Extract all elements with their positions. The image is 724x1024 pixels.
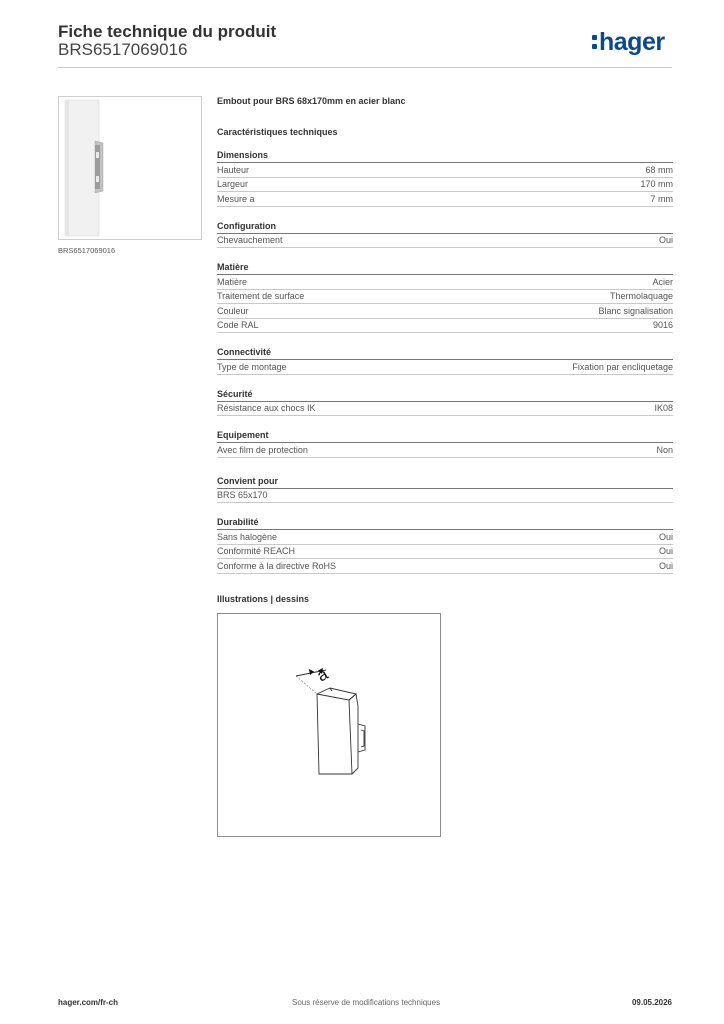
- dimension-label: a: [313, 664, 332, 686]
- brand-name: hager: [599, 28, 665, 56]
- spec-label: Mesure a: [217, 193, 255, 204]
- spec-row: [217, 304, 673, 319]
- spec-row: [217, 530, 673, 545]
- spec-value: 7 mm: [650, 193, 673, 204]
- spec-value: Oui: [658, 560, 673, 571]
- section-equipment: [217, 430, 673, 458]
- spec-row: [217, 192, 673, 207]
- section-title: Connectivité: [217, 347, 673, 360]
- product-thumbnail: [58, 96, 202, 240]
- section-dimensions: [217, 150, 673, 207]
- technical-drawing: [217, 613, 441, 837]
- spec-value: 170 mm: [640, 179, 673, 189]
- spec-row: [217, 559, 673, 574]
- product-photo-icon: [59, 97, 201, 239]
- section-durability: [217, 517, 673, 574]
- section-title: Durabilité: [217, 517, 673, 530]
- spec-value: Non: [656, 444, 673, 455]
- spec-row: [217, 443, 673, 458]
- spec-label: Avec film de protection: [217, 444, 308, 455]
- spec-value: 9016: [652, 320, 673, 330]
- section-title: Configuration: [217, 221, 673, 234]
- section-configuration: [217, 221, 673, 249]
- spec-label: Résistance aux chocs IK: [217, 403, 316, 413]
- spec-row: [217, 545, 673, 560]
- section-compatible: [217, 476, 673, 504]
- spec-row: [217, 402, 673, 417]
- spec-label: Traitement de surface: [217, 291, 305, 301]
- spec-label: Matière: [217, 276, 248, 287]
- spec-value: Oui: [658, 546, 673, 556]
- spec-row: [217, 360, 673, 375]
- section-safety: [217, 389, 673, 417]
- section-title: Dimensions: [217, 150, 673, 163]
- spec-value: Fixation par encliquetage: [572, 361, 673, 372]
- spec-label: Couleur: [217, 305, 249, 316]
- footer-date: 09.05.2026: [631, 998, 672, 1007]
- hager-logo: [592, 28, 665, 57]
- spec-value: Blanc signalisation: [598, 305, 673, 316]
- spec-label: Code RAL: [217, 320, 259, 330]
- product-reference: BRS6517069016: [58, 40, 188, 59]
- illustrations-heading: Illustrations | dessins: [217, 593, 310, 604]
- section-connectivity: [217, 347, 673, 375]
- spec-row: [217, 234, 673, 249]
- footer-disclaimer: Sous réserve de modifications techniques: [292, 998, 441, 1007]
- spec-row: [217, 290, 673, 305]
- thumbnail-caption: BRS6517069016: [58, 246, 116, 255]
- spec-value: Acier: [652, 276, 673, 287]
- page-title: Fiche technique du produit: [58, 22, 277, 41]
- spec-label: Hauteur: [217, 164, 250, 175]
- spec-row: [217, 275, 673, 290]
- product-title: Embout pour BRS 68x170mm en acier blanc: [217, 96, 406, 106]
- section-title: Equipement: [217, 430, 673, 443]
- spec-value: Oui: [658, 531, 673, 542]
- section-title: Sécurité: [217, 389, 673, 402]
- logo-colon-icon: [592, 35, 597, 50]
- spec-row: [217, 163, 673, 178]
- spec-label: Sans halogène: [217, 531, 278, 542]
- specifications: [217, 96, 673, 604]
- section-title: Convient pour: [217, 476, 673, 489]
- spec-row: [217, 489, 673, 504]
- footer-website: hager.com/fr-ch: [58, 998, 119, 1007]
- spec-label: BRS 65x170: [217, 490, 268, 500]
- end-cap-drawing-icon: [218, 614, 440, 836]
- spec-row: [217, 178, 673, 193]
- spec-label: Conforme à la directive RoHS: [217, 560, 337, 571]
- spec-label: Conformité REACH: [217, 546, 296, 556]
- spec-label: Chevauchement: [217, 235, 283, 245]
- spec-row: [217, 319, 673, 334]
- spec-value: Thermolaquage: [609, 291, 673, 301]
- spec-label: Largeur: [217, 179, 249, 189]
- spec-value: IK08: [654, 403, 673, 413]
- tech-heading: Caractéristiques techniques: [217, 127, 338, 137]
- section-title: Matière: [217, 262, 673, 275]
- spec-label: Type de montage: [217, 361, 287, 372]
- spec-value: 68 mm: [645, 164, 673, 175]
- spec-value: Oui: [658, 235, 673, 245]
- header-divider: [58, 67, 672, 68]
- section-material: [217, 262, 673, 333]
